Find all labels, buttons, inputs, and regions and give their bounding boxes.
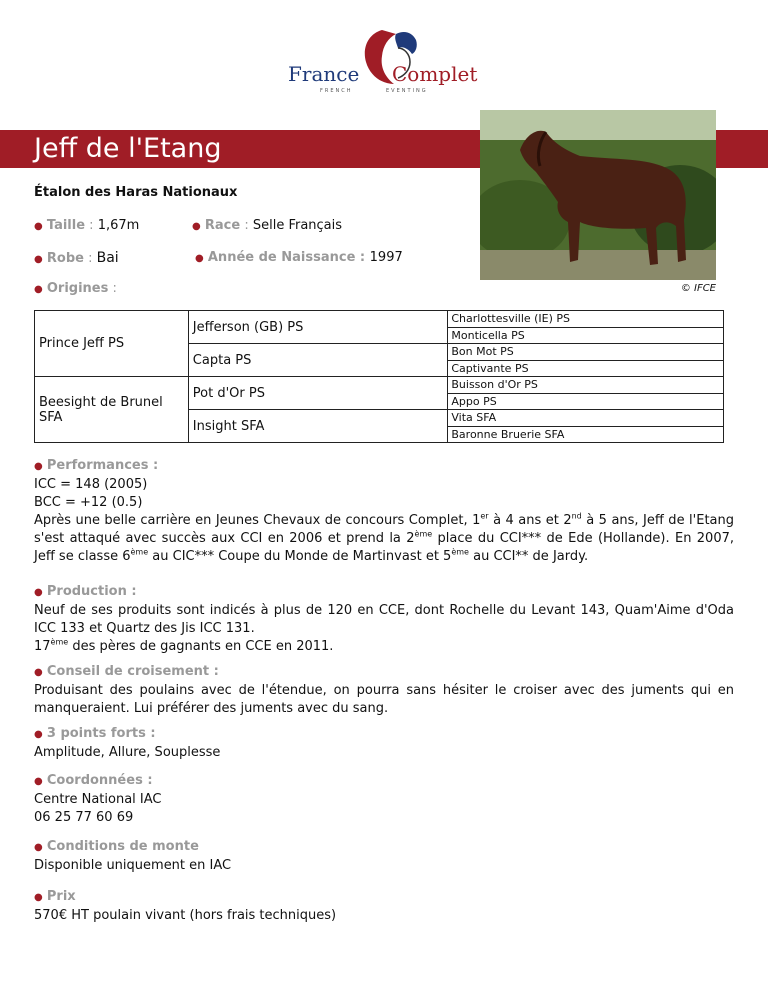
pedigree-cell: Vita SFA bbox=[448, 410, 724, 427]
grandsire-1: Jefferson (GB) PS bbox=[188, 311, 448, 344]
production-text: Neuf de ses produits sont indicés à plus de 120 en CCE, dont Rochelle du Levant 143, Quam'Aime d'Oda ICC 133 et Quartz des Jis ICC 131. bbox=[34, 603, 734, 636]
annee-value: 1997 bbox=[369, 250, 403, 265]
bcc-line: BCC = +12 (0.5) bbox=[34, 495, 143, 510]
sire: Prince Jeff PS bbox=[35, 311, 189, 377]
pedigree-cell: Captivante PS bbox=[448, 360, 724, 377]
pedigree-cell: Monticella PS bbox=[448, 327, 724, 344]
taille-label: Taille bbox=[46, 218, 86, 233]
coordonnees-phone: 06 25 77 60 69 bbox=[34, 810, 134, 825]
prix-text: 570€ HT poulain vivant (hors frais techniques) bbox=[34, 908, 337, 923]
france-complet-logo bbox=[286, 24, 486, 104]
origines-label: Origines bbox=[46, 281, 109, 296]
page-title: Jeff de l'Etang bbox=[34, 133, 222, 164]
bullet-icon: ● bbox=[34, 667, 43, 678]
race-value: Selle Français bbox=[252, 218, 343, 233]
grandsire-4: Insight SFA bbox=[188, 410, 448, 443]
performances-heading: Performances : bbox=[46, 458, 159, 473]
pedigree-cell: Appo PS bbox=[448, 393, 724, 410]
photo-credit: © IFCE bbox=[680, 283, 716, 294]
subtitle: Étalon des Haras Nationaux bbox=[34, 185, 238, 200]
logo-france: France bbox=[288, 62, 360, 86]
bullet-icon: ● bbox=[34, 254, 43, 265]
robe-value: Bai bbox=[96, 250, 119, 266]
field-race: ● Race : Selle Français bbox=[192, 218, 343, 233]
taille-value: 1,67m bbox=[97, 218, 140, 233]
conseil-text: Produisant des poulains avec de l'étendue, on pourra sans hésiter le croiser avec des juments qui en manqueraient. Lui préférer des juments avec du sang. bbox=[34, 683, 734, 716]
grandsire-3: Pot d'Or PS bbox=[188, 377, 448, 410]
race-label: Race bbox=[204, 218, 241, 233]
bullet-icon: ● bbox=[34, 587, 43, 598]
field-annee: ● Année de Naissance : 1997 bbox=[195, 250, 403, 265]
pedigree-cell: Buisson d'Or PS bbox=[448, 377, 724, 394]
coordonnees-line1: Centre National IAC bbox=[34, 792, 162, 807]
bullet-icon: ● bbox=[192, 221, 201, 232]
bullet-icon: ● bbox=[34, 842, 43, 853]
logo-eventing: EVENTING bbox=[386, 88, 428, 94]
bullet-icon: ● bbox=[34, 776, 43, 787]
coordonnees-heading: Coordonnées : bbox=[46, 773, 153, 788]
points-heading: 3 points forts : bbox=[46, 726, 156, 741]
horse-photo bbox=[480, 110, 716, 280]
points-section bbox=[34, 725, 734, 762]
bullet-icon: ● bbox=[34, 461, 43, 472]
bullet-icon: ● bbox=[195, 253, 204, 264]
dam: Beesight de Brunel SFA bbox=[35, 377, 189, 443]
robe-label: Robe bbox=[46, 251, 84, 266]
pedigree-cell: Bon Mot PS bbox=[448, 344, 724, 361]
prix-section bbox=[34, 888, 734, 925]
grandsire-2: Capta PS bbox=[188, 344, 448, 377]
annee-label: Année de Naissance bbox=[207, 250, 356, 265]
conseil-section bbox=[34, 663, 734, 718]
field-origines: ● Origines : bbox=[34, 281, 117, 296]
conditions-heading: Conditions de monte bbox=[46, 839, 199, 854]
logo-french: FRENCH bbox=[320, 88, 353, 94]
pedigree-cell: Baronne Bruerie SFA bbox=[448, 426, 724, 443]
pedigree-table bbox=[34, 310, 724, 443]
coordonnees-section bbox=[34, 772, 734, 827]
bullet-icon: ● bbox=[34, 729, 43, 740]
conditions-text: Disponible uniquement en IAC bbox=[34, 858, 232, 873]
bullet-icon: ● bbox=[34, 221, 43, 232]
production-heading: Production : bbox=[46, 584, 137, 599]
performances-text: Après une belle carrière en Jeunes Chevaux de concours Complet, 1er à 4 ans et 2nd à 5 ans, Jeff de l'Etang s'est attaqué avec succès aux CCI en 2006 et prend la 2ème place du CCI*** de Ede (Hollande). En 2007, Jeff se classe 6ème au CIC*** Coupe du Monde de Martinvast et 5ème au CCI** de Jardy. bbox=[34, 511, 735, 564]
performances-section bbox=[34, 457, 734, 566]
prix-heading: Prix bbox=[46, 889, 76, 904]
icc-line: ICC = 148 (2005) bbox=[34, 477, 148, 492]
production-rank: 17ème des pères de gagnants en CCE en 2011. bbox=[34, 637, 334, 654]
production-section bbox=[34, 583, 734, 656]
points-text: Amplitude, Allure, Souplesse bbox=[34, 745, 221, 760]
pedigree-cell: Charlottesville (IE) PS bbox=[448, 311, 724, 328]
bullet-icon: ● bbox=[34, 284, 43, 295]
conditions-section bbox=[34, 838, 734, 875]
logo-complet: Complet bbox=[392, 62, 478, 86]
bullet-icon: ● bbox=[34, 892, 43, 903]
field-taille: ● Taille : 1,67m bbox=[34, 218, 140, 233]
field-robe: ● Robe : Bai bbox=[34, 250, 119, 266]
conseil-heading: Conseil de croisement : bbox=[46, 664, 219, 679]
